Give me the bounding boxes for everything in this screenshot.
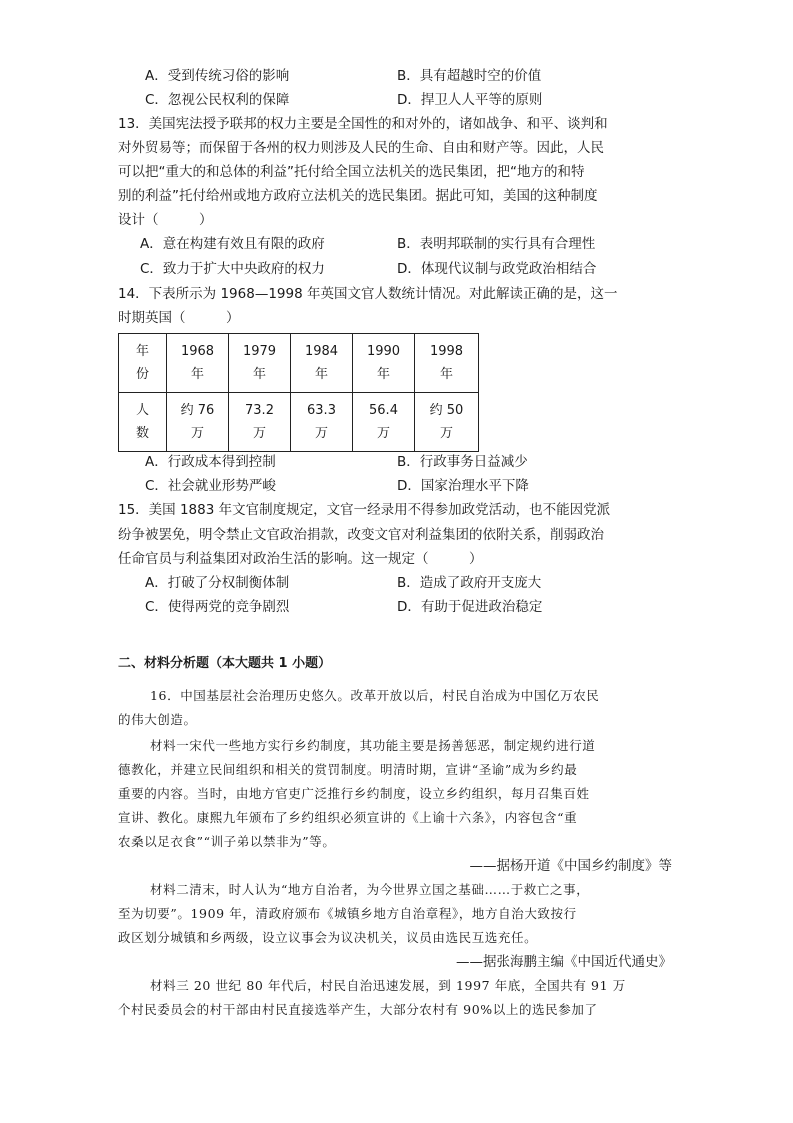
table-cell-year: 1968 年 — [167, 334, 229, 393]
q13-stem-line: 13．美国宪法授予联邦的权力主要是全国性的和对外的，诸如战争、和平、谈判和 — [118, 116, 608, 132]
q12-option-d[interactable]: D．捍卫人人平等的原则 — [397, 92, 543, 108]
material-one-line: 农桑以足衣食”“训子弟以禁非为”等。 — [118, 834, 336, 849]
q12-option-c[interactable]: C．忽视公民权利的保障 — [145, 92, 290, 108]
q15-option-c[interactable]: C．使得两党的竞争剧烈 — [145, 599, 290, 615]
material-one-line: 重要的内容。当时，由地方官吏广泛推行乡约制度，设立乡约组织，每月召集百姓 — [118, 786, 590, 801]
material-one-line: 德教化，并建立民间组织和相关的赏罚制度。明清时期，宣讲“圣谕”成为乡约最 — [118, 762, 578, 777]
q16-intro-line: 的伟大创造。 — [118, 712, 197, 727]
q13-option-b[interactable]: B．表明邦联制的实行具有合理性 — [397, 236, 596, 252]
q13-stem-line: 别的利益”托付给州或地方政府立法机关的选民集团。据此可知，美国的这种制度 — [118, 188, 598, 204]
q15-option-d[interactable]: D．有助于促进政治稳定 — [397, 599, 543, 615]
table-cell-year: 1979 年 — [229, 334, 291, 393]
material-one-line: 材料一宋代一些地方实行乡约制度，其功能主要是扬善惩恶，制定规约进行道 — [150, 738, 596, 753]
q14-stem-line: 时期英国（ ） — [118, 310, 240, 326]
q15-stem-line: 任命官员与利益集团对政治生活的影响。这一规定（ ） — [118, 551, 483, 567]
material-two-line: 政区划分城镇和乡两级，设立议事会为议决机关，议员由选民互选充任。 — [118, 930, 538, 945]
q13-stem-line: 可以把“重大的和总体的利益”托付给全国立法机关的选民集团，把“地方的和特 — [118, 164, 585, 180]
q15-option-b[interactable]: B．造成了政府开支庞大 — [397, 575, 542, 591]
material-two-line: 至为切要”。1909 年，清政府颁布《城镇乡地方自治章程》，地方自治大致按行 — [118, 906, 577, 921]
table-row-label: 人 数 — [119, 393, 167, 452]
q13-option-d[interactable]: D．体现代议制与政党政治相结合 — [397, 261, 597, 277]
q15-stem-line: 纷争被罢免，明令禁止文官政治捐款，改变文官对利益集团的依附关系，削弱政治 — [118, 527, 604, 543]
staff-count-table — [118, 333, 479, 452]
material-three-line: 个村民委员会的村干部由村民直接选举产生，大部分农村有 90%以上的选民参加了 — [118, 1002, 598, 1017]
q16-intro-line: 16．中国基层社会治理历史悠久。改革开放以后，村民自治成为中国亿万农民 — [150, 688, 600, 703]
table-row-counts — [119, 393, 479, 452]
table-cell-count: 63.3 万 — [291, 393, 353, 452]
q14-option-b[interactable]: B．行政事务日益减少 — [397, 454, 528, 470]
table-cell-count: 73.2 万 — [229, 393, 291, 452]
table-cell-year: 1998 年 — [415, 334, 479, 393]
q13-option-a[interactable]: A．意在构建有效且有限的政府 — [140, 236, 325, 252]
q13-stem-line: 对外贸易等；而保留于各州的权力则涉及人民的生命、自由和财产等。因此，人民 — [118, 140, 604, 156]
q14-option-c[interactable]: C．社会就业形势严峻 — [145, 478, 276, 494]
table-cell-year: 1990 年 — [353, 334, 415, 393]
table-cell-count: 约 76 万 — [167, 393, 229, 452]
table-cell-year: 1984 年 — [291, 334, 353, 393]
material-one-line: 宣讲、教化。康熙九年颁布了乡约组织必须宣讲的《上谕十六条》，内容包含“重 — [118, 810, 578, 825]
q13-stem-line: 设计（ ） — [118, 212, 213, 228]
q15-option-a[interactable]: A．打破了分权制衡体制 — [145, 575, 290, 591]
section-title: 二、材料分析题（本大题共 1 小题） — [118, 656, 332, 671]
q13-option-c[interactable]: C．致力于扩大中央政府的权力 — [140, 261, 325, 277]
q14-stem-line: 14．下表所示为 1968—1998 年英国文官人数统计情况。对此解读正确的是，这一 — [118, 286, 618, 302]
q12-option-a[interactable]: A．受到传统习俗的影响 — [145, 68, 290, 84]
q15-stem-line: 15．美国 1883 年文官制度规定，文官一经录用不得参加政党活动，也不能因党派 — [118, 502, 611, 518]
table-cell-count: 约 50 万 — [415, 393, 479, 452]
material-one-source: ——据杨开道《中国乡约制度》等 — [469, 858, 672, 874]
material-three-line: 材料三 20 世纪 80 年代后，村民自治迅速发展，到 1997 年底，全国共有 91 万 — [150, 978, 626, 993]
q12-option-b[interactable]: B．具有超越时空的价值 — [397, 68, 542, 84]
table-header-label: 年 份 — [119, 334, 167, 393]
material-two-source: ——据张海鹏主编《中国近代通史》 — [456, 954, 672, 970]
q14-option-a[interactable]: A．行政成本得到控制 — [145, 454, 276, 470]
table-row-years — [119, 334, 479, 393]
material-two-line: 材料二清末，时人认为“地方自治者，为今世界立国之基础……于救亡之事， — [150, 882, 590, 897]
table-cell-count: 56.4 万 — [353, 393, 415, 452]
q14-option-d[interactable]: D．国家治理水平下降 — [397, 478, 529, 494]
